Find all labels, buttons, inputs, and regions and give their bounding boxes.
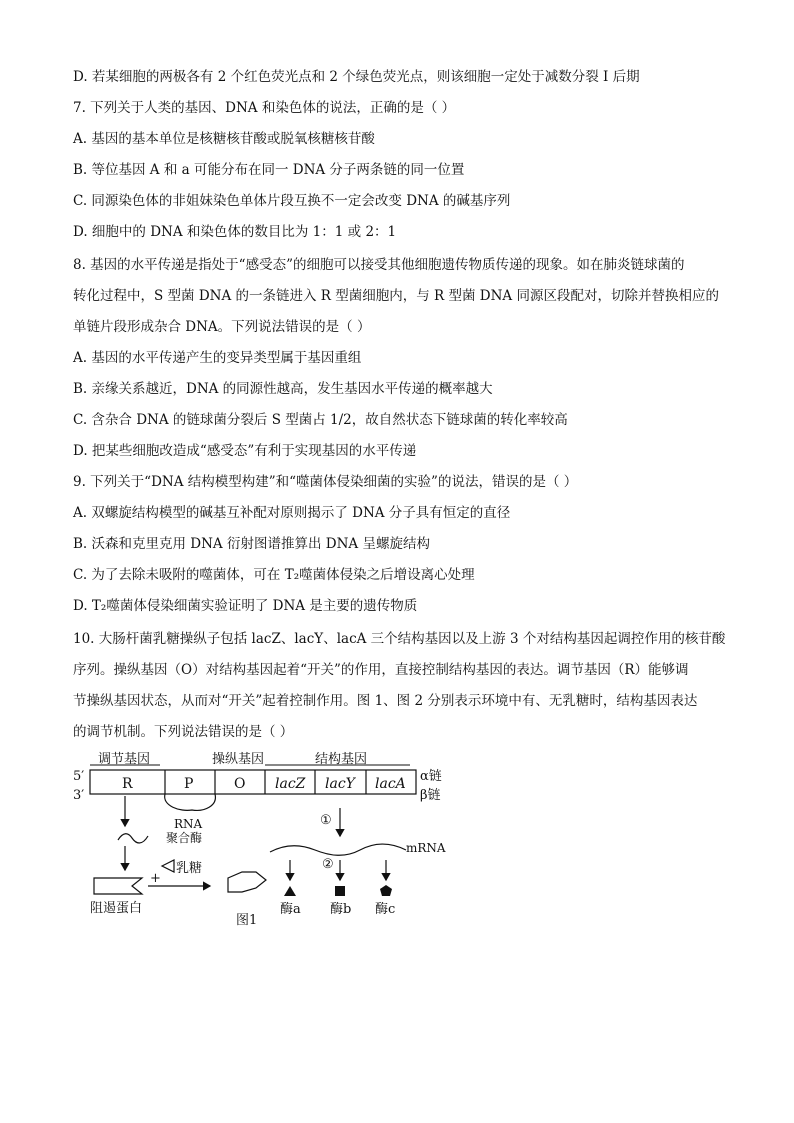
step-1-label: ① bbox=[320, 813, 332, 828]
repressor-label: 阻遏蛋白 bbox=[90, 901, 143, 916]
three-prime-label: 3′ bbox=[73, 788, 85, 803]
alpha-strand-label: α链 bbox=[420, 769, 442, 784]
segment-p: P bbox=[184, 776, 194, 792]
rna-polymerase-label-1: RNA bbox=[174, 817, 203, 831]
question-9-stem: 9. 下列关于“DNA 结构模型构建”和“噬菌体侵染细菌的实验”的说法，错误的是（ ） bbox=[73, 474, 578, 490]
dna-box bbox=[90, 770, 416, 794]
enzyme-c-label: 酶c bbox=[375, 902, 396, 917]
question-10-stem: 10. 大肠杆菌乳糖操纵子包括 lacZ、lacY、lacA 三个结构基因以及上游 3 个对结构基因起调控作用的核苷酸 bbox=[73, 631, 726, 647]
segment-o: O bbox=[234, 776, 246, 792]
plus-sign: + bbox=[150, 871, 161, 886]
mrna-label: mRNA bbox=[406, 841, 446, 855]
enzyme-c-pentagon-icon bbox=[380, 885, 392, 896]
question-8-stem: 转化过程中，S 型菌 DNA 的一条链进入 R 型菌细胞内，与 R 型菌 DNA 同源区段配对，切除并替换相应的 bbox=[73, 288, 719, 304]
option-7c: C. 同源染色体的非姐妹染色单体片段互换不一定会改变 DNA 的碱基序列 bbox=[73, 193, 511, 209]
enzyme-b-label: 酶b bbox=[330, 902, 352, 917]
enzyme-b-square-icon bbox=[335, 886, 345, 896]
beta-strand-label: β链 bbox=[420, 788, 441, 803]
step-2-label: ② bbox=[322, 857, 334, 872]
structural-mrna bbox=[270, 844, 406, 855]
question-10-stem: 序列。操纵基因（O）对结构基因起着“开关”的作用，直接控制结构基因的表达。调节基因（R）能够调 bbox=[73, 662, 689, 678]
structural-gene-label: 结构基因 bbox=[315, 752, 368, 767]
option-8a: A. 基因的水平传递产生的变异类型属于基因重组 bbox=[73, 350, 362, 366]
question-8-stem: 单链片段形成杂合 DNA。下列说法错误的是（ ） bbox=[73, 319, 371, 335]
regulatory-gene-label: 调节基因 bbox=[98, 752, 151, 767]
operator-gene-label: 操纵基因 bbox=[212, 752, 265, 767]
option-9a: A. 双螺旋结构模型的碱基互补配对原则揭示了 DNA 分子具有恒定的直径 bbox=[73, 505, 511, 521]
r-mrna bbox=[118, 834, 148, 843]
question-10-stem: 节操纵基因状态，从而对“开关”起着控制作用。图 1、图 2 分别表示环境中有、无乳糖时，结构基因表达 bbox=[73, 693, 698, 709]
lactose-shape bbox=[162, 860, 174, 872]
option-9d: D. T₂噬菌体侵染细菌实验证明了 DNA 是主要的遗传物质 bbox=[73, 598, 418, 614]
option-9b: B. 沃森和克里克用 DNA 衍射图谱推算出 DNA 呈螺旋结构 bbox=[73, 536, 430, 552]
segment-lacy: lacY bbox=[325, 776, 355, 792]
option-7d: D. 细胞中的 DNA 和染色体的数目比为 1：1 或 2：1 bbox=[73, 224, 397, 240]
rna-polymerase-label-2: 聚合酶 bbox=[166, 831, 203, 845]
text-line: D. 若某细胞的两极各有 2 个红色荧光点和 2 个绿色荧光点，则该细胞一定处于减数分裂 I 后期 bbox=[73, 69, 640, 85]
lac-operon-figure bbox=[70, 748, 470, 938]
enzyme-a-label: 酶a bbox=[280, 902, 301, 917]
segment-laca: lacA bbox=[375, 776, 406, 792]
question-10-stem: 的调节机制。下列说法错误的是（ ） bbox=[73, 724, 294, 740]
option-8c: C. 含杂合 DNA 的链球菌分裂后 S 型菌占 1/2，故自然状态下链球菌的转化率较高 bbox=[73, 412, 568, 428]
figure-caption: 图1 bbox=[236, 913, 258, 928]
segment-lacz: lacZ bbox=[275, 776, 306, 792]
lactose-label: 乳糖 bbox=[176, 861, 203, 876]
option-7b: B. 等位基因 A 和 a 可能分布在同一 DNA 分子两条链的同一位置 bbox=[73, 162, 465, 178]
five-prime-label: 5′ bbox=[73, 769, 85, 784]
option-8d: D. 把某些细胞改造成“感受态”有利于实现基因的水平传递 bbox=[73, 443, 417, 459]
option-9c: C. 为了去除未吸附的噬菌体，可在 T₂噬菌体侵染之后增设离心处理 bbox=[73, 567, 475, 583]
question-7-stem: 7. 下列关于人类的基因、DNA 和染色体的说法，正确的是（ ） bbox=[73, 100, 456, 116]
option-7a: A. 基因的基本单位是核糖核苷酸或脱氧核糖核苷酸 bbox=[73, 131, 375, 147]
rna-polymerase-shape bbox=[165, 794, 216, 810]
question-8-stem: 8. 基因的水平传递是指处于“感受态”的细胞可以接受其他细胞遗传物质传递的现象。如在肺炎链球菌的 bbox=[73, 257, 685, 273]
enzyme-a-triangle-icon bbox=[284, 886, 296, 896]
segment-r: R bbox=[122, 776, 133, 792]
inactive-repressor-shape bbox=[228, 872, 266, 892]
option-8b: B. 亲缘关系越近，DNA 的同源性越高，发生基因水平传递的概率越大 bbox=[73, 381, 493, 397]
repressor-shape bbox=[94, 878, 142, 894]
